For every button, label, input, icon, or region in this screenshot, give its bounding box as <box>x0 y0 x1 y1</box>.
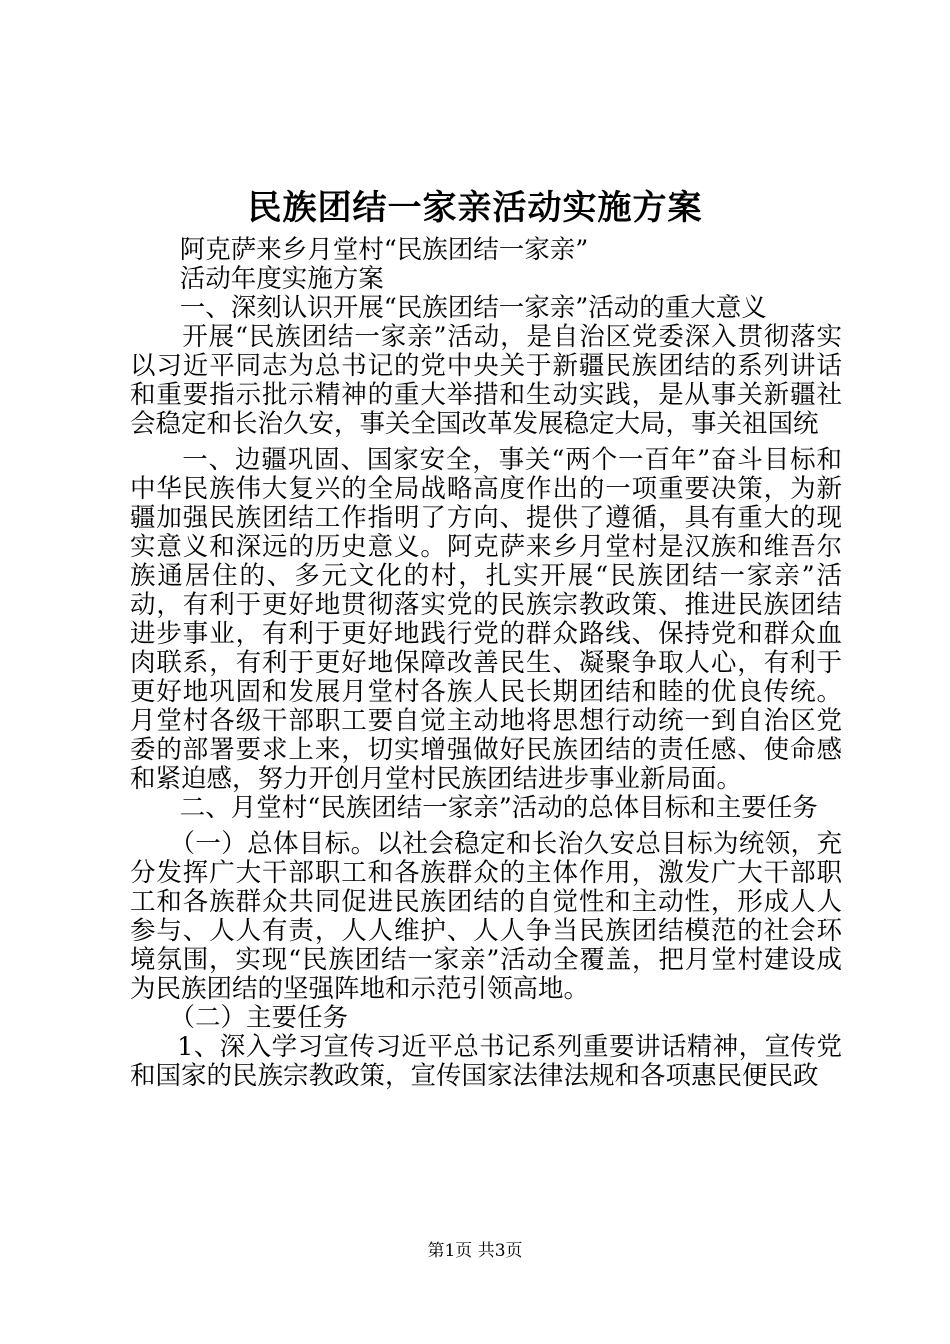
section-heading-1: 一、深刻认识开展“民族团结一家亲”活动的重大意义 <box>179 293 767 323</box>
subtitle-line-2: 活动年度实施方案 <box>179 264 384 294</box>
document-title: 民族团结一家亲活动实施方案 <box>247 188 703 228</box>
section-heading-2: 二、月堂村“民族团结一家亲”活动的总体目标和主要任务 <box>179 793 818 823</box>
paragraph-task-1: 1、深入学习宣传习近平总书记系列重要讲话精神，宣传党和国家的民族宗教政策，宣传国家法律法规和各项惠民便民政 <box>130 1032 842 1091</box>
subtitle-line-1: 阿克萨来乡月堂村“民族团结一家亲” <box>179 235 589 265</box>
paragraph-significance: 开展“民族团结一家亲”活动，是自治区党委深入贯彻落实以习近平同志为总书记的党中央关于新疆民族团结的系列讲话和重要指示批示精神的重大举措和生动实践，是从事关新疆社会稳定和长治久安，事关全国改革发展稳定大局，事关祖国统 <box>130 322 842 439</box>
page-footer: 第1页 共3页 <box>427 1241 523 1261</box>
subheading-main-tasks: （二）主要任务 <box>169 1003 349 1033</box>
paragraph-border-security: 一、边疆巩固、国家安全，事关“两个一百年”奋斗目标和中华民族伟大复兴的全局战略高度作出的一项重要决策，为新疆加强民族团结工作指明了方向、提供了遵循，具有重大的现实意义和深远的历史意义。阿克萨来乡月堂村是汉族和维吾尔族通居住的、多元文化的村，扎实开展“民族团结一家亲”活动，有利于更好地贯彻落实党的民族宗教政策、推进民族团结进步事业，有利于更好地践行党的群众路线、保持党和群众血肉联系，有利于更好地保障改善民生、凝聚争取人心，有利于更好地巩固和发展月堂村各族人民长期团结和睦的优良传统。月堂村各级干部职工要自觉主动地将思想行动统一到自治区党委的部署要求上来，切实增强做好民族团结的责任感、使命感和紧迫感，努力开创月堂村民族团结进步事业新局面。 <box>130 445 842 794</box>
paragraph-overall-goal: （一）总体目标。以社会稳定和长治久安总目标为统领，充分发挥广大干部职工和各族群众的主体作用，激发广大干部职工和各族群众共同促进民族团结的自觉性和主动性，形成人人参与、人人有责，人人维护、人人争当民族团结模范的社会环境氛围，实现“民族团结一家亲”活动全覆盖，把月堂村建设成为民族团结的坚强阵地和示范引领高地。 <box>130 829 842 1004</box>
document-body <box>130 236 842 1091</box>
